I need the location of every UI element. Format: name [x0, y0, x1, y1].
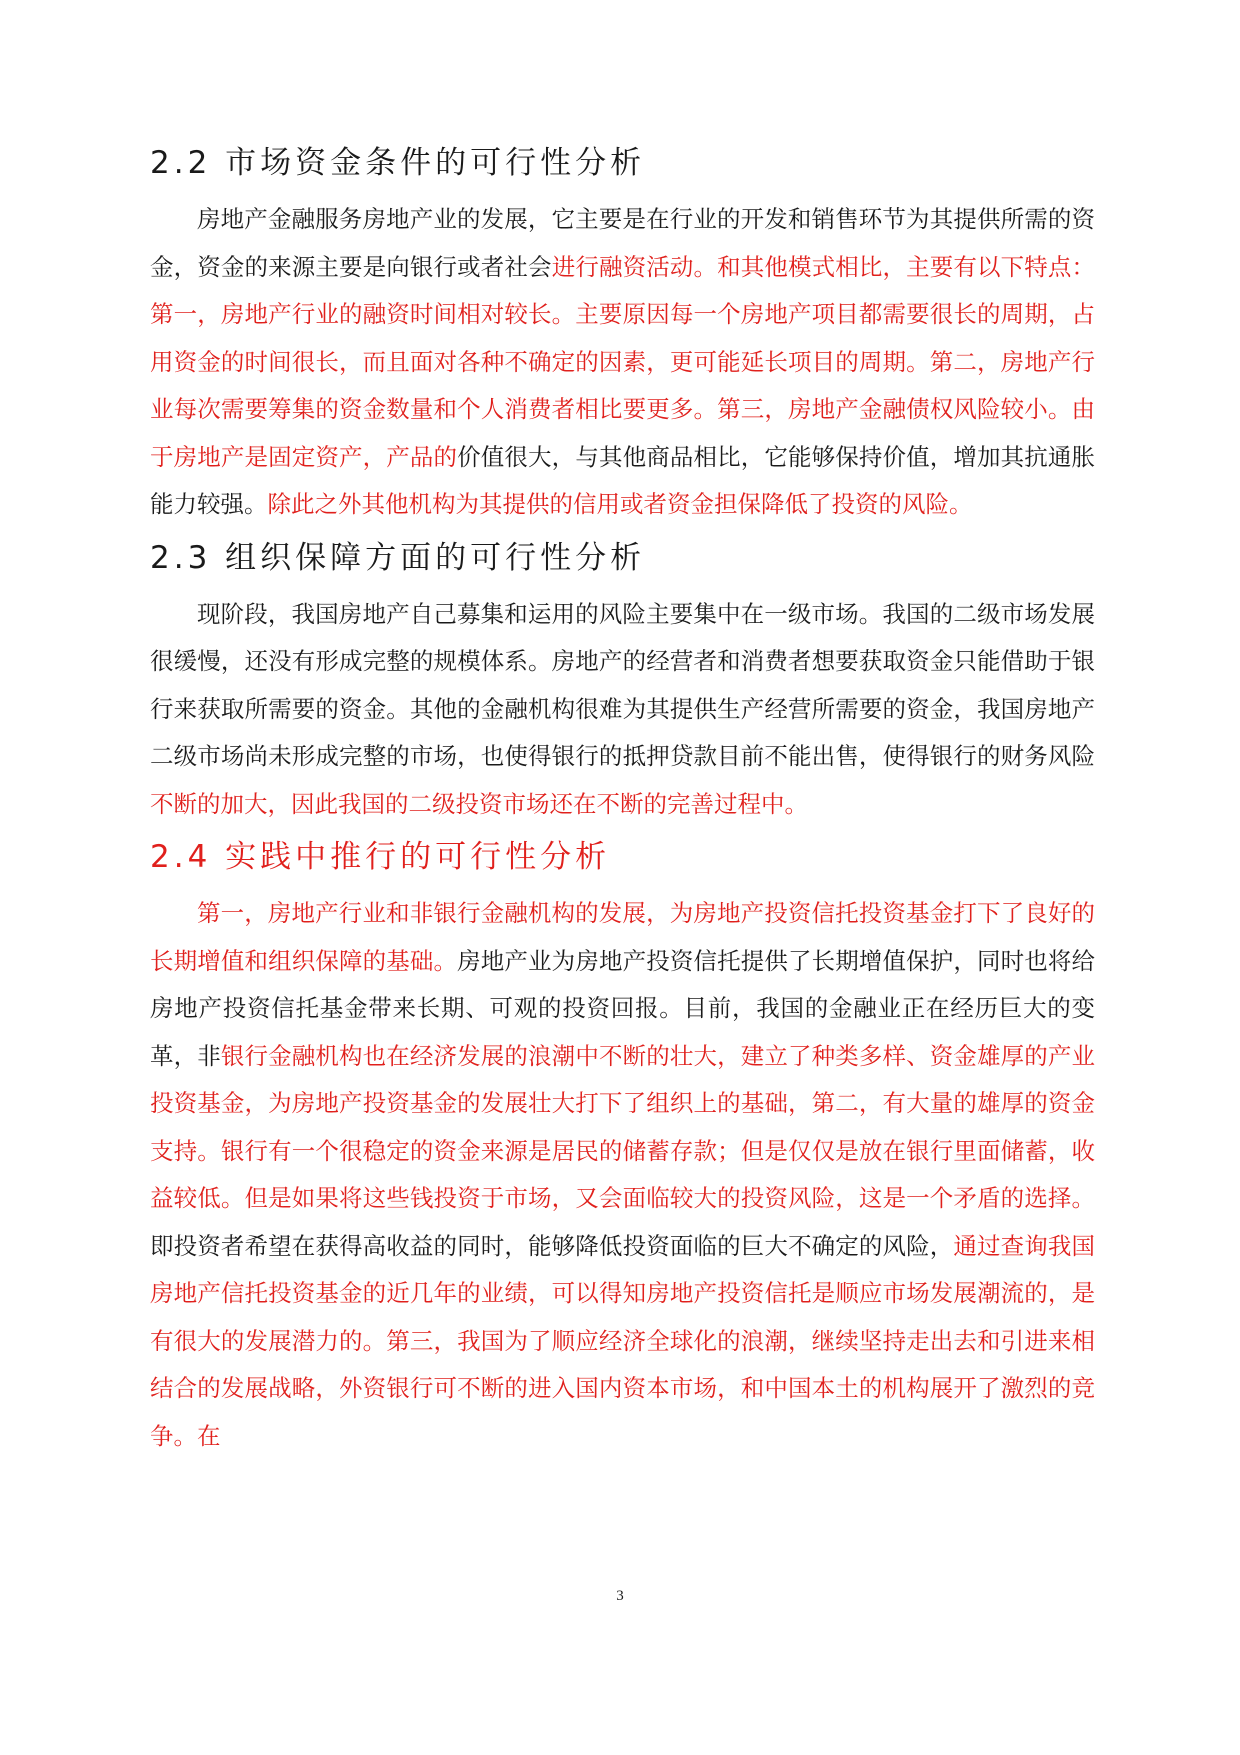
highlighted-text-run: 不断的加大，因此我国的二级投资市场还在不断的完善过程中。 [150, 789, 808, 818]
highlighted-text-run: 除此之外其他机构为其提供的信用或者资金担保降低了投资的风险。 [267, 490, 973, 518]
paragraph-2-3-1 [150, 591, 1095, 829]
highlighted-text-run: 第一，房地产行业和非银行金融机构的发展，为房地产投资信托投资基金打下了良好的长期增值和组织保障的基础。 [150, 899, 1095, 975]
highlighted-text-run: 通过查询我国房地产信托投资基金的近几年的业绩，可以得知房地产投资信托是顺应市场发展潮流的，是有很大的发展潜力的。第三，我国为了顺应经济全球化的浪潮，继续坚持走出去和引进来相结合的发展战略，外资银行可不断的进入国内资本市场，和中国本土的机构展开了激烈的竞争。在 [150, 1231, 1096, 1450]
section-heading-2-2: 2.2 市场资金条件的可行性分析 [150, 145, 646, 181]
text-run: 现阶段，我国房地产自己募集和运用的风险主要集中在一级市场。我国的二级市场发展很缓慢，还没有形成完整的规模体系。房地产的经营者和消费者想要获取资金只能借助于银行来获取所需要的资金。其他的金融机构很难为其提供生产经营所需要的资金，我国房地产二级市场尚未形成完整的市场，也使得银行的抵押贷款目前不能出售，使得银行的财务风险 [150, 599, 1095, 770]
paragraph-2-4-1 [150, 890, 1095, 1460]
section-heading-2-4: 2.4 实践中推行的可行性分析 [150, 839, 611, 875]
page-number: 3 [616, 1588, 624, 1604]
text-run: 即投资者希望在获得高收益的同时，能够降低投资面临的巨大不确定的风险， [150, 1231, 954, 1260]
text-run: 房地产金融服务房地产业的发展，它主要是在行业的开发和销售环节为其提供所需的资金，资金的来源主要是向银行或者社会 [150, 205, 1095, 281]
section-heading-2-3: 2.3 组织保障方面的可行性分析 [150, 539, 646, 576]
highlighted-text-run: 进行融资活动。和其他模式相比，主要有以下特点：第一，房地产行业的融资时间相对较长。主要原因每一个房地产项目都需要很长的周期，占用资金的时间很长，而且面对各种不确定的因素，更可能延长项目的周期。第二，房地产行业每次需要筹集的资金数量和个人消费者相比要更多。第三，房地产金融债权风险较小。由于房地产是固定资产，产品的 [150, 252, 1096, 471]
highlighted-text-run: 银行金融机构也在经济发展的浪潮中不断的壮大，建立了种类多样、资金雄厚的产业投资基金，为房地产投资基金的发展壮大打下了组织上的基础，第二，有大量的雄厚的资金支持。银行有一个很稳定的资金来源是居民的储蓄存款；但是仅仅是放在银行里面储蓄，收益较低。但是如果将这些钱投资于市场，又会面临较大的投资风险，这是一个矛盾的选择。 [150, 1041, 1096, 1212]
text-run: 价值很大，与其他商品相比，它能够保持价值，增加其抗通胀能力较强。 [150, 442, 1096, 518]
text-run: 房地产业为房地产投资信托提供了长期增值保护，同时也将给房地产投资信托基金带来长期、可观的投资回报。目前，我国的金融业正在经历巨大的变革，非 [150, 946, 1096, 1070]
page-content [150, 140, 1095, 1460]
paragraph-2-2-1 [150, 196, 1095, 529]
